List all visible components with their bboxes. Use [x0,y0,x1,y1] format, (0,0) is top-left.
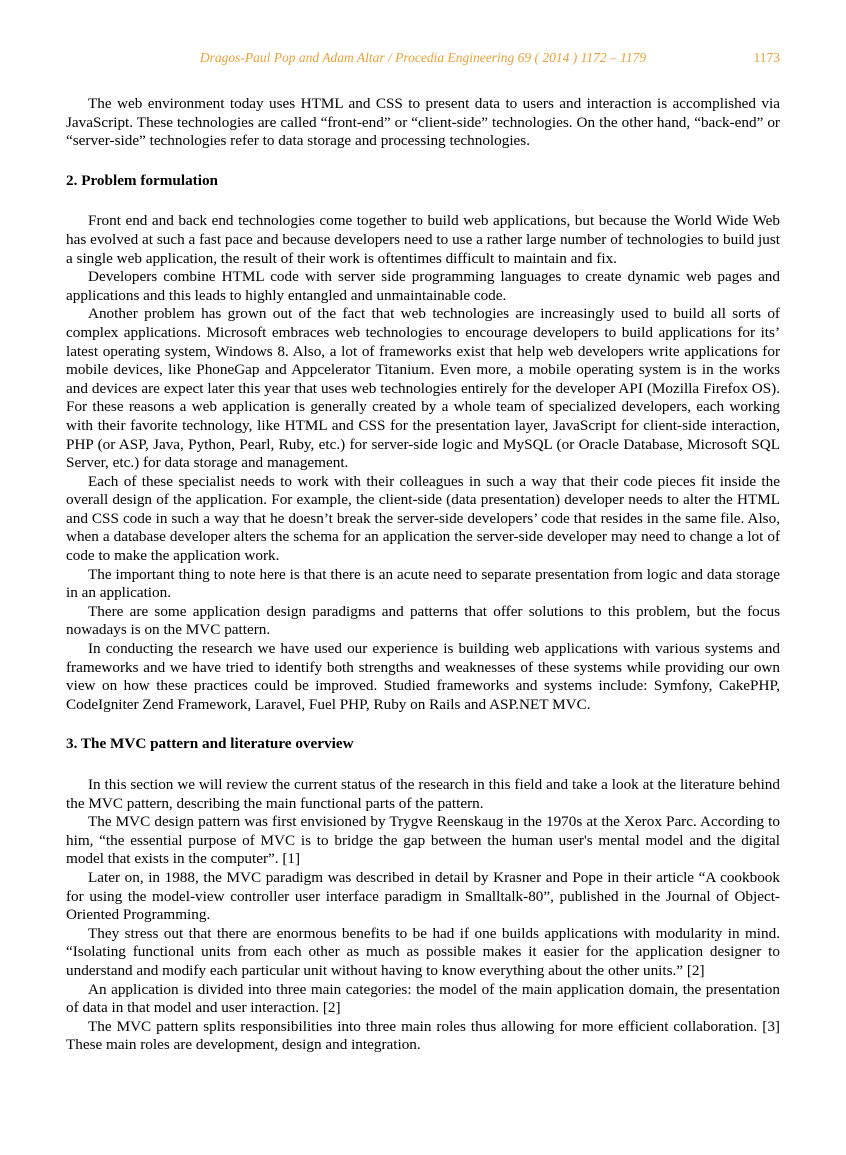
paragraph: The MVC pattern splits responsibilities into three main roles thus allowing for more efficient collaboration. [3] These main roles are development, design and integration. [66,1017,780,1054]
paragraph: Each of these specialist needs to work with their colleagues in such a way that their code pieces fit inside the overall design of the application. For example, the client-side (data presentation) developer needs to alter the HTML and CSS code in such a way that he doesn’t break the server-side developers’ code that resides in the same file. Also, when a database developer alters the schema for an application the server-side developer may need to change a lot of code to make the application work. [66,472,780,565]
paragraph: The web environment today uses HTML and CSS to present data to users and interaction is accomplished via JavaScript. These technologies are called “front-end” or “client-side” technologies. On the other hand, “back-end” or “server-side” technologies refer to data storage and processing technologies. [66,95,780,150]
section-heading: 2. Problem formulation [66,171,219,189]
document-body [66,95,780,1055]
section-3 [66,735,780,1055]
paragraph: In conducting the research we have used our experience is building web applications with various systems and frameworks and we have tried to identify both strengths and weaknesses of these systems while providing our own view on how these practices could be improved. Studied frameworks and systems include: Symfony, CakePHP, CodeIgniter Zend Framework, Laravel, Fuel PHP, Ruby on Rails and ASP.NET MVC. [66,640,780,713]
paragraph: The MVC design pattern was first envisioned by Trygve Reenskaug in the 1970s at the Xerox Parc. According to him, “the essential purpose of MVC is to bridge the gap between the human user's mental model and the digital model that exists in the computer”. [1] [66,813,780,868]
page-header [66,50,780,68]
paragraph: An application is divided into three main categories: the model of the main application domain, the presentation of data in that model and user interaction. [2] [66,980,780,1017]
section-1 [66,95,780,151]
paragraph: There are some application design paradigms and patterns that offer solutions to this problem, but the focus nowadays is on the MVC pattern. [66,602,780,639]
journal-citation: Dragos-Paul Pop and Adam Altar / Procedia Engineering 69 ( 2014 ) 1172 – 1179 [199,50,647,65]
paragraph: They stress out that there are enormous benefits to be had if one builds applications with modularity in mind. “Isolating functional units from each other as much as possible makes it easier for the application designer to understand and modify each particular unit without having to know everything about the other units.” [2] [66,924,780,979]
section-2 [66,172,780,715]
paragraph: Developers combine HTML code with server side programming languages to create dynamic web pages and applications and this leads to highly entangled and unmaintainable code. [66,268,780,304]
section-heading: 3. The MVC pattern and literature overview [66,735,354,753]
paragraph: The important thing to note here is that there is an acute need to separate presentation from logic and data storage in an application. [66,565,780,602]
paragraph: Front end and back end technologies come together to build web applications, but because the World Wide Web has evolved at such a fast pace and because developers need to use a rather large number of technologies to build just a single web application, the result of their work is oftentimes difficult to maintain and fix. [66,212,780,267]
paragraph: Later on, in 1988, the MVC paradigm was described in detail by Krasner and Pope in their article “A cookbook for using the model-view controller user interface paradigm in Smalltalk-80”, published in the Journal of Object-Oriented Programming. [66,868,780,924]
paragraph: In this section we will review the current status of the research in this field and take a look at the literature behind the MVC pattern, describing the main functional parts of the pattern. [66,776,780,812]
paragraph: Another problem has grown out of the fact that web technologies are increasingly used to build all sorts of complex applications. Microsoft embraces web technologies to encourage developers to build applications for its’ latest operating system, Windows 8. Also, a lot of frameworks exist that help web developers write applications for mobile devices, like PhoneGap and Appcelerator Titanium. Even more, a mobile operating system is in the works and devices are expect later this year that uses web technologies entirely for the developer API (Mozilla Firefox OS). For these reasons a web application is generally created by a whole team of specialized developers, each working with their favorite technology, like HTML and CSS for the presentation layer, JavaScript for client-side interaction, PHP (or ASP, Java, Python, Pearl, Ruby, etc.) for server-side logic and MySQL (or Oracle Database, Microsoft SQL Server, etc.) for data storage and management. [66,305,780,472]
page-number: 1173 [753,50,780,65]
